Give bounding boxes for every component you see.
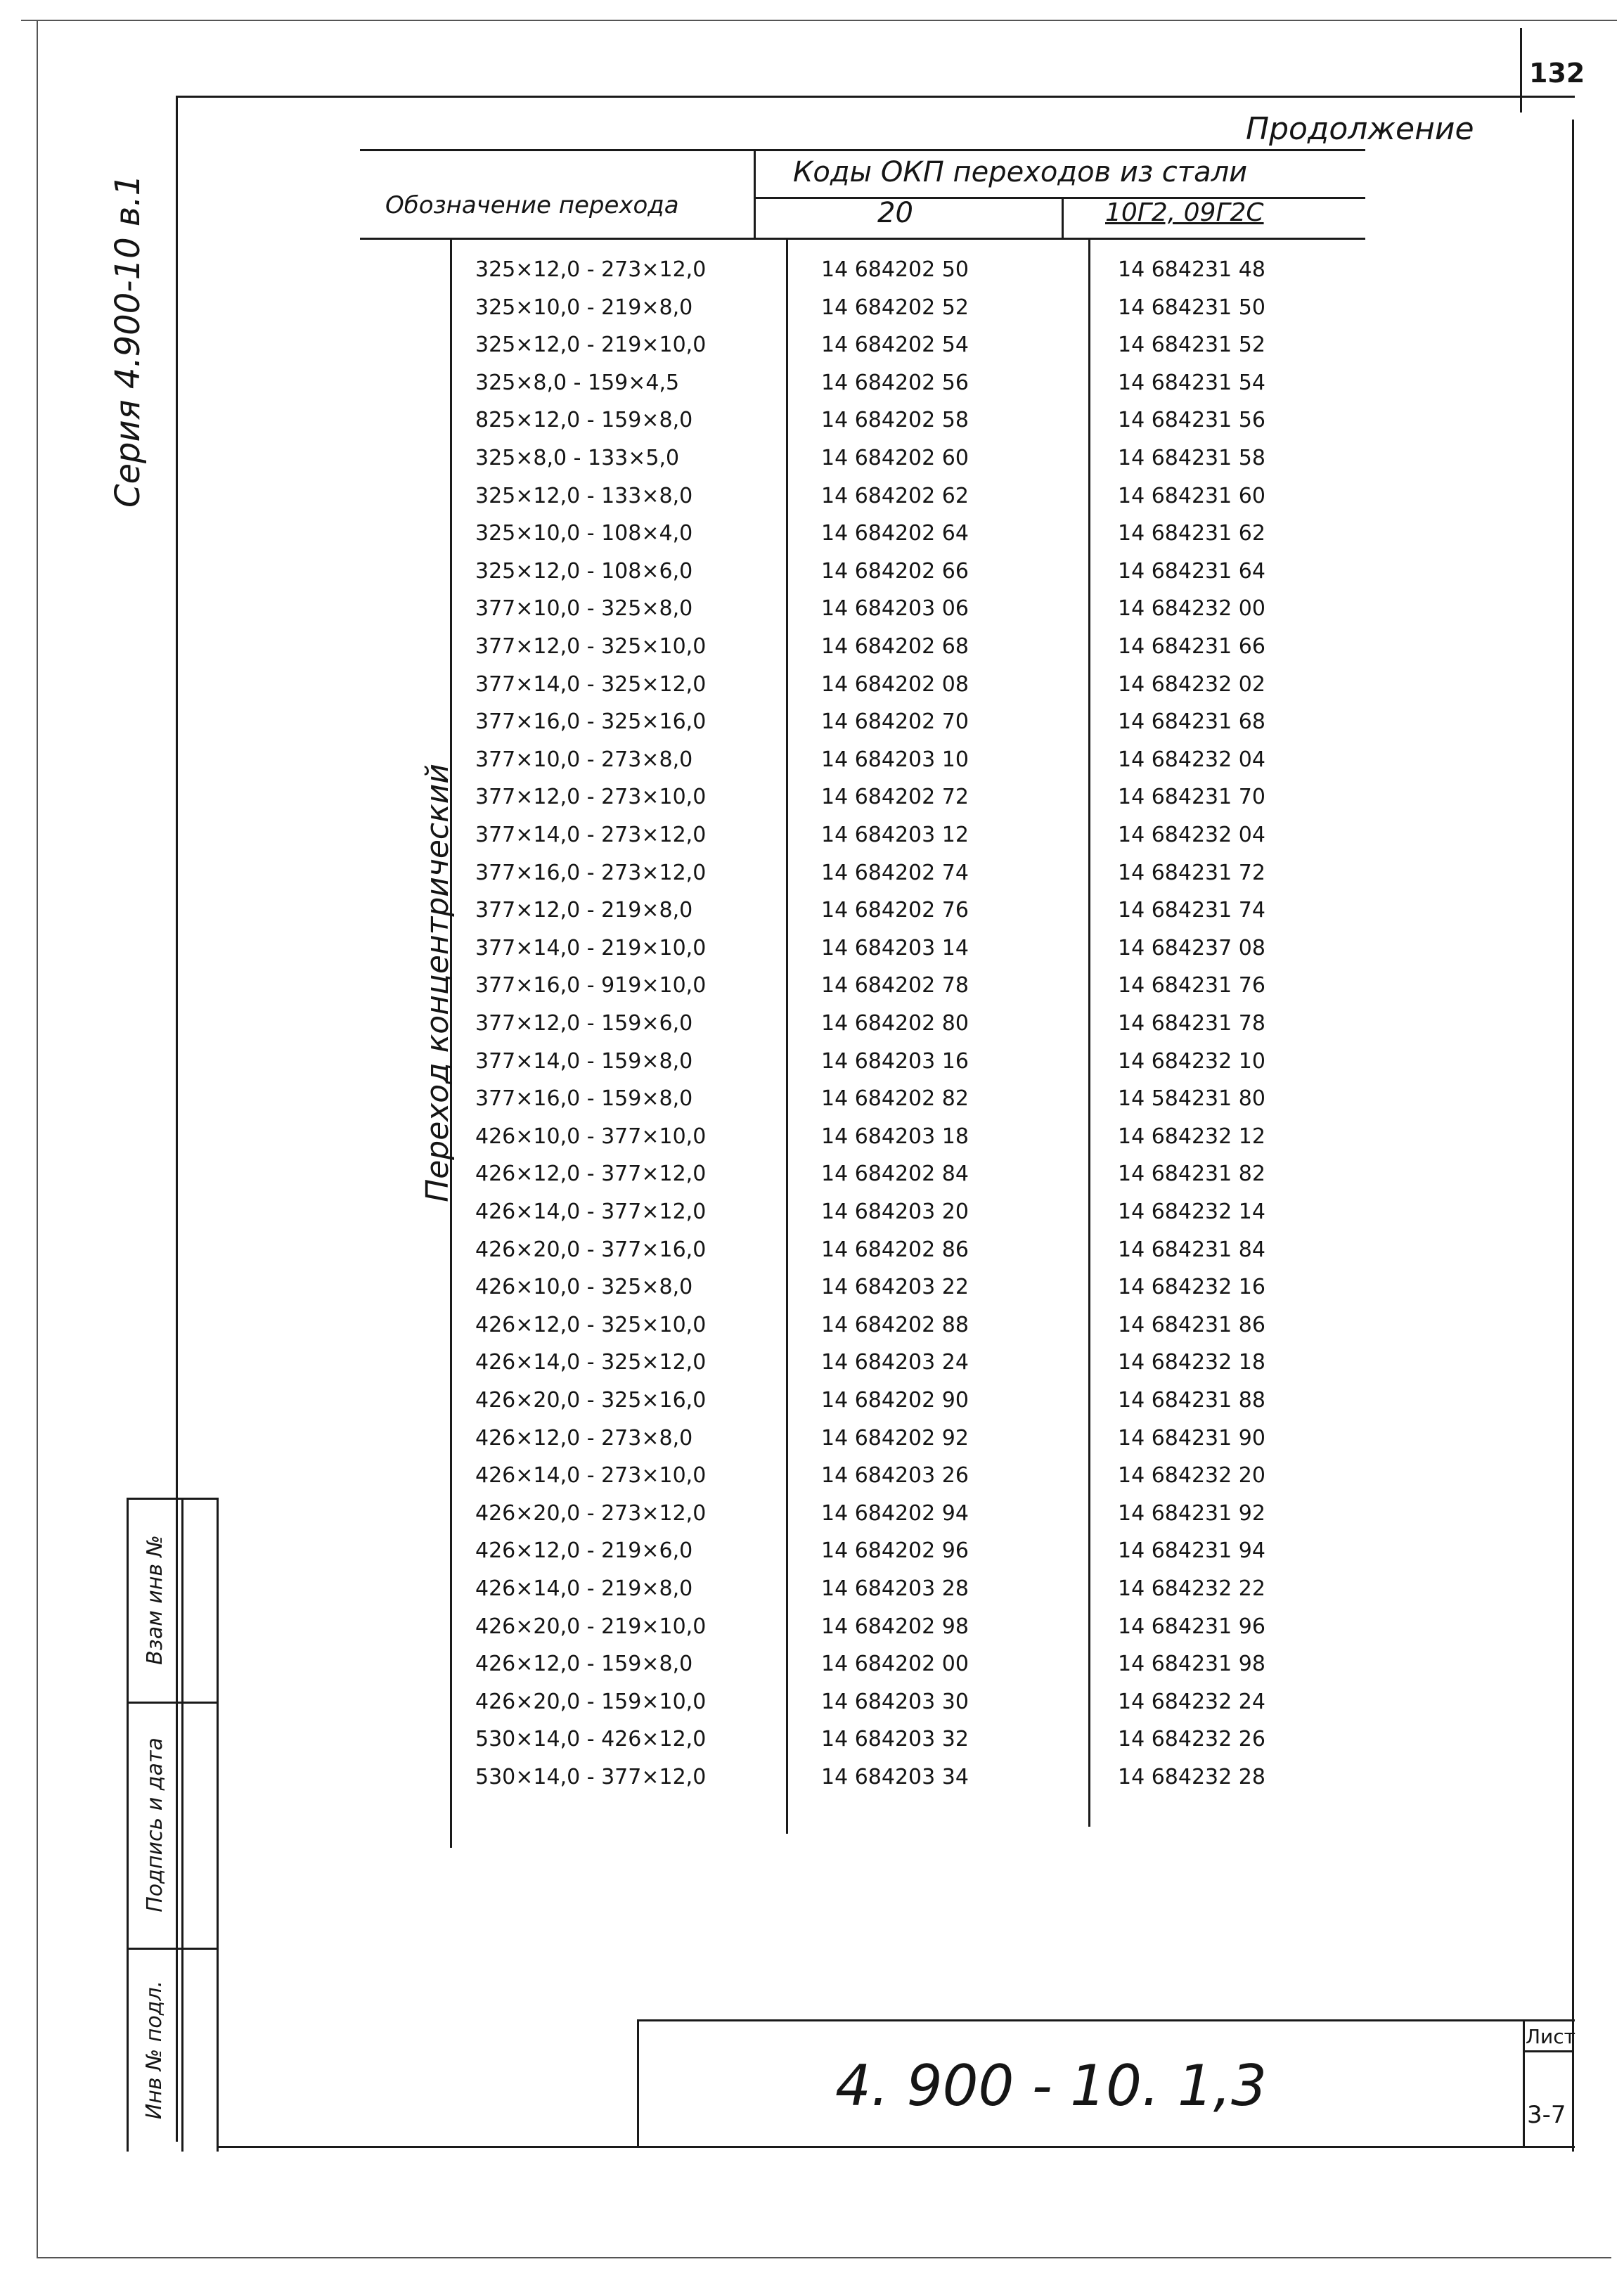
row-24-steel-20: 14 684203 18	[821, 1124, 969, 1149]
row-30-designation: 426×14,0 - 325×12,0	[475, 1350, 707, 1375]
row-25-steel-10g2: 14 684231 82	[1118, 1162, 1265, 1186]
title-block-sheet-divider	[1523, 2019, 1525, 2147]
row-2-steel-10g2: 14 684231 50	[1118, 295, 1265, 320]
row-10-designation: 377×10,0 - 325×8,0	[475, 596, 693, 621]
row-16-steel-10g2: 14 684232 04	[1118, 823, 1265, 847]
row-7-steel-20: 14 684202 62	[821, 484, 969, 508]
row-40-steel-10g2: 14 684232 26	[1118, 1727, 1265, 1751]
row-32-steel-10g2: 14 684231 90	[1118, 1426, 1265, 1451]
row-34-steel-10g2: 14 684231 92	[1118, 1501, 1265, 1526]
row-39-steel-10g2: 14 684232 24	[1118, 1690, 1265, 1714]
row-34-steel-20: 14 684202 94	[821, 1501, 969, 1526]
row-29-steel-10g2: 14 684231 86	[1118, 1313, 1265, 1337]
row-35-designation: 426×12,0 - 219×6,0	[475, 1538, 693, 1563]
stamp-cell-sign-date	[127, 1702, 183, 1948]
row-35-steel-20: 14 684202 96	[821, 1538, 969, 1563]
row-24-steel-10g2: 14 684232 12	[1118, 1124, 1265, 1149]
row-26-designation: 426×14,0 - 377×12,0	[475, 1200, 707, 1224]
outer-border-left	[37, 21, 38, 2257]
stamp-inner-line	[181, 1498, 183, 2152]
row-31-steel-10g2: 14 684231 88	[1118, 1388, 1265, 1413]
row-6-steel-20: 14 684202 60	[821, 446, 969, 470]
outer-border-top	[21, 20, 1617, 21]
row-29-steel-20: 14 684202 88	[821, 1313, 969, 1337]
row-21-designation: 377×12,0 - 159×6,0	[475, 1011, 693, 1036]
row-23-designation: 377×16,0 - 159×8,0	[475, 1086, 693, 1111]
row-15-designation: 377×12,0 - 273×10,0	[475, 785, 707, 809]
row-37-designation: 426×20,0 - 219×10,0	[475, 1614, 707, 1639]
row-32-designation: 426×12,0 - 273×8,0	[475, 1426, 693, 1451]
row-4-designation: 325×8,0 - 159×4,5	[475, 371, 680, 395]
document-code: 4. 900 - 10. 1,3	[835, 2053, 1268, 2119]
row-26-steel-10g2: 14 684232 14	[1118, 1200, 1265, 1224]
row-22-steel-10g2: 14 684232 10	[1118, 1049, 1265, 1074]
header-divider-steel	[1062, 197, 1064, 239]
row-5-designation: 825×12,0 - 159×8,0	[475, 408, 693, 432]
row-13-steel-10g2: 14 684231 68	[1118, 709, 1265, 734]
sheet-label: Лист	[1526, 2025, 1575, 2048]
row-7-steel-10g2: 14 684231 60	[1118, 484, 1265, 508]
row-20-steel-20: 14 684202 78	[821, 973, 969, 998]
row-21-steel-10g2: 14 684231 78	[1118, 1011, 1265, 1036]
series-label: Серия 4.900-10 в.1	[108, 174, 148, 508]
row-22-designation: 377×14,0 - 159×8,0	[475, 1049, 693, 1074]
row-1-designation: 325×12,0 - 273×12,0	[475, 257, 707, 282]
header-divider-designation	[754, 149, 756, 239]
stamp-inv-orig: Инв № подл.	[142, 1980, 167, 2119]
row-10-steel-10g2: 14 684232 00	[1118, 596, 1265, 621]
row-40-designation: 530×14,0 - 426×12,0	[475, 1727, 707, 1751]
row-8-steel-10g2: 14 684231 62	[1118, 521, 1265, 546]
row-28-designation: 426×10,0 - 325×8,0	[475, 1275, 693, 1299]
row-39-steel-20: 14 684203 30	[821, 1690, 969, 1714]
row-14-designation: 377×10,0 - 273×8,0	[475, 747, 693, 772]
row-11-steel-20: 14 684202 68	[821, 634, 969, 659]
row-4-steel-10g2: 14 684231 54	[1118, 371, 1265, 395]
row-19-steel-20: 14 684203 14	[821, 936, 969, 960]
row-1-steel-10g2: 14 684231 48	[1118, 257, 1265, 282]
row-31-designation: 426×20,0 - 325×16,0	[475, 1388, 707, 1413]
row-31-steel-20: 14 684202 90	[821, 1388, 969, 1413]
row-34-designation: 426×20,0 - 273×12,0	[475, 1501, 707, 1526]
row-3-designation: 325×12,0 - 219×10,0	[475, 333, 707, 357]
header-steel-20: 20	[877, 197, 913, 229]
row-23-steel-10g2: 14 584231 80	[1118, 1086, 1265, 1111]
row-35-steel-10g2: 14 684231 94	[1118, 1538, 1265, 1563]
row-33-designation: 426×14,0 - 273×10,0	[475, 1463, 707, 1488]
row-12-steel-10g2: 14 684232 02	[1118, 672, 1265, 697]
row-3-steel-20: 14 684202 54	[821, 333, 969, 357]
row-40-steel-20: 14 684203 32	[821, 1727, 969, 1751]
row-27-steel-20: 14 684202 86	[821, 1237, 969, 1262]
row-37-steel-10g2: 14 684231 96	[1118, 1614, 1265, 1639]
row-18-steel-20: 14 684202 76	[821, 898, 969, 922]
frame-top	[176, 96, 1575, 98]
row-12-designation: 377×14,0 - 325×12,0	[475, 672, 707, 697]
row-20-designation: 377×16,0 - 919×10,0	[475, 973, 707, 998]
row-10-steel-20: 14 684203 06	[821, 596, 969, 621]
column-line-10g2	[1088, 238, 1090, 1827]
row-36-steel-10g2: 14 684232 22	[1118, 1576, 1265, 1601]
stamp-replace-inv: Взам инв №	[142, 1534, 167, 1665]
continuation-label: Продолжение	[1246, 111, 1474, 147]
row-38-steel-20: 14 684202 00	[821, 1652, 969, 1676]
row-9-steel-20: 14 684202 66	[821, 559, 969, 584]
row-19-steel-10g2: 14 684237 08	[1118, 936, 1265, 960]
row-5-steel-10g2: 14 684231 56	[1118, 408, 1265, 432]
row-9-steel-10g2: 14 684231 64	[1118, 559, 1265, 584]
header-mid-rule	[754, 197, 1365, 199]
page-number: 132	[1529, 58, 1585, 89]
row-27-designation: 426×20,0 - 377×16,0	[475, 1237, 707, 1262]
row-25-steel-20: 14 684202 84	[821, 1162, 969, 1186]
row-29-designation: 426×12,0 - 325×10,0	[475, 1313, 707, 1337]
row-15-steel-10g2: 14 684231 70	[1118, 785, 1265, 809]
row-2-steel-20: 14 684202 52	[821, 295, 969, 320]
row-41-designation: 530×14,0 - 377×12,0	[475, 1765, 707, 1789]
row-33-steel-20: 14 684203 26	[821, 1463, 969, 1488]
header-steel-10g2: 10Г2, 09Г2С	[1105, 198, 1264, 227]
stamp-column	[127, 1498, 218, 2152]
row-27-steel-10g2: 14 684231 84	[1118, 1237, 1265, 1262]
row-17-designation: 377×16,0 - 273×12,0	[475, 861, 707, 885]
row-38-steel-10g2: 14 684231 98	[1118, 1652, 1265, 1676]
frame-right	[1572, 120, 1574, 2152]
row-11-designation: 377×12,0 - 325×10,0	[475, 634, 707, 659]
stamp-border-right	[217, 1498, 219, 2152]
row-2-designation: 325×10,0 - 219×8,0	[475, 295, 693, 320]
row-30-steel-20: 14 684203 24	[821, 1350, 969, 1375]
row-20-steel-10g2: 14 684231 76	[1118, 973, 1265, 998]
row-21-steel-20: 14 684202 80	[821, 1011, 969, 1036]
row-5-steel-20: 14 684202 58	[821, 408, 969, 432]
row-18-steel-10g2: 14 684231 74	[1118, 898, 1265, 922]
outer-border-bottom	[37, 2257, 1611, 2258]
row-30-steel-10g2: 14 684232 18	[1118, 1350, 1265, 1375]
row-13-steel-20: 14 684202 70	[821, 709, 969, 734]
row-22-steel-20: 14 684203 16	[821, 1049, 969, 1074]
row-8-steel-20: 14 684202 64	[821, 521, 969, 546]
sheet-number: 3-7	[1527, 2101, 1566, 2129]
row-36-designation: 426×14,0 - 219×8,0	[475, 1576, 693, 1601]
sheet-label-rule	[1523, 2050, 1573, 2052]
row-23-steel-20: 14 684202 82	[821, 1086, 969, 1111]
row-3-steel-10g2: 14 684231 52	[1118, 333, 1265, 357]
row-14-steel-20: 14 684203 10	[821, 747, 969, 772]
row-8-designation: 325×10,0 - 108×4,0	[475, 521, 693, 546]
header-designation: Обозначение перехода	[385, 191, 679, 219]
row-28-steel-10g2: 14 684232 16	[1118, 1275, 1265, 1299]
row-9-designation: 325×12,0 - 108×6,0	[475, 559, 693, 584]
group-vertical-label: Переход концентрический	[420, 764, 456, 1202]
row-41-steel-10g2: 14 684232 28	[1118, 1765, 1265, 1789]
row-14-steel-10g2: 14 684232 04	[1118, 747, 1265, 772]
title-block-top	[637, 2019, 1575, 2021]
row-17-steel-20: 14 684202 74	[821, 861, 969, 885]
row-19-designation: 377×14,0 - 219×10,0	[475, 936, 707, 960]
row-17-steel-10g2: 14 684231 72	[1118, 861, 1265, 885]
row-41-steel-20: 14 684203 34	[821, 1765, 969, 1789]
row-36-steel-20: 14 684203 28	[821, 1576, 969, 1601]
row-26-steel-20: 14 684203 20	[821, 1200, 969, 1224]
header-bottom-rule	[360, 238, 1365, 240]
row-4-steel-20: 14 684202 56	[821, 371, 969, 395]
table-top-rule	[360, 149, 1365, 151]
row-7-designation: 325×12,0 - 133×8,0	[475, 484, 693, 508]
stamp-cell-inv-orig	[127, 1948, 183, 2152]
row-15-steel-20: 14 684202 72	[821, 785, 969, 809]
row-18-designation: 377×12,0 - 219×8,0	[475, 898, 693, 922]
row-33-steel-10g2: 14 684232 20	[1118, 1463, 1265, 1488]
row-12-steel-20: 14 684202 08	[821, 672, 969, 697]
stamp-sign-date: Подпись и дата	[142, 1737, 167, 1912]
row-11-steel-10g2: 14 684231 66	[1118, 634, 1265, 659]
title-block-left	[637, 2019, 639, 2147]
row-24-designation: 426×10,0 - 377×10,0	[475, 1124, 707, 1149]
row-25-designation: 426×12,0 - 377×12,0	[475, 1162, 707, 1186]
row-16-steel-20: 14 684203 12	[821, 823, 969, 847]
row-6-designation: 325×8,0 - 133×5,0	[475, 446, 680, 470]
row-37-steel-20: 14 684202 98	[821, 1614, 969, 1639]
row-6-steel-10g2: 14 684231 58	[1118, 446, 1265, 470]
row-32-steel-20: 14 684202 92	[821, 1426, 969, 1451]
row-39-designation: 426×20,0 - 159×10,0	[475, 1690, 707, 1714]
row-13-designation: 377×16,0 - 325×16,0	[475, 709, 707, 734]
column-line-20	[786, 238, 788, 1834]
stamp-cell-replace-inv	[127, 1498, 183, 1702]
row-16-designation: 377×14,0 - 273×12,0	[475, 823, 707, 847]
row-38-designation: 426×12,0 - 159×8,0	[475, 1652, 693, 1676]
row-28-steel-20: 14 684203 22	[821, 1275, 969, 1299]
frame-bottom	[218, 2146, 1575, 2148]
row-1-steel-20: 14 684202 50	[821, 257, 969, 282]
header-codes-group: Коды ОКП переходов из стали	[793, 156, 1248, 188]
